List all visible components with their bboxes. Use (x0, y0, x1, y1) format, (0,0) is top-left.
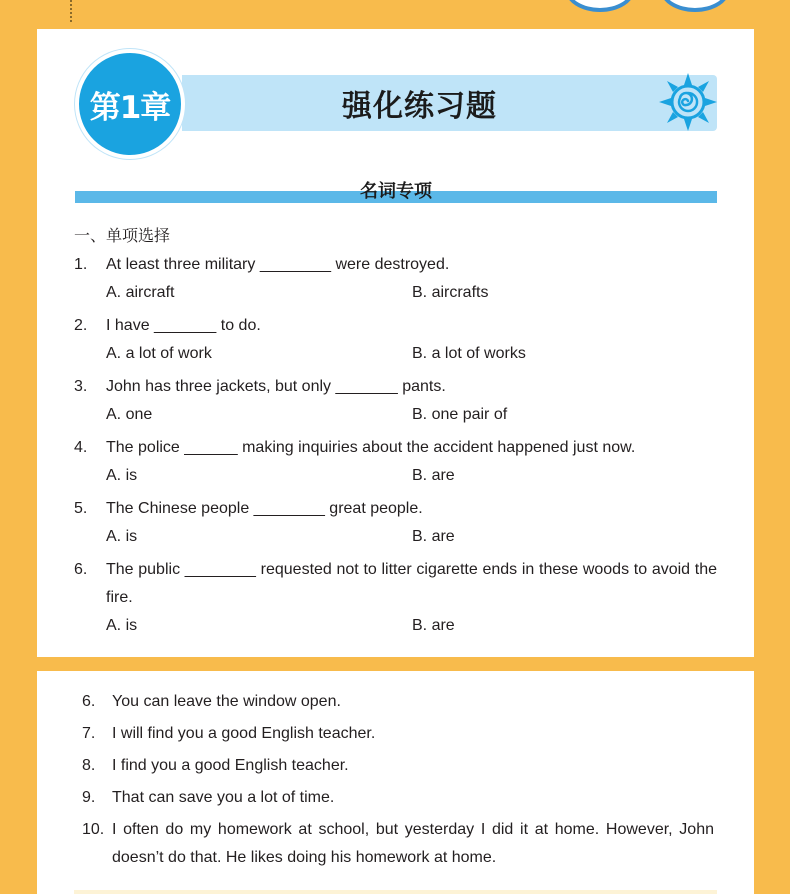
question-list (74, 255, 717, 636)
option-b: B. are (412, 467, 455, 484)
option-a: A. is (106, 528, 138, 545)
question-text: The Chinese people ________ great people. (106, 500, 423, 517)
subheading: 一、单项选择 (74, 226, 171, 245)
answer-page-card (37, 671, 754, 894)
sentence-list (82, 688, 714, 872)
option-a: A. aircraft (106, 284, 175, 301)
question-item (74, 438, 717, 486)
chapter-badge: 第1章 (75, 49, 185, 159)
item-text: You can leave the window open. (112, 693, 341, 710)
option-a: A. is (106, 467, 138, 484)
question-number: 4. (74, 439, 88, 456)
option-a: A. is (106, 617, 138, 634)
question-text: The public ________ requested not to litter cigarette ends in these woods to avoid the fire. (106, 561, 717, 606)
option-a: A. a lot of work (106, 345, 212, 362)
item-text: I find you a good English teacher. (112, 757, 349, 774)
list-item (82, 816, 714, 872)
exercise-page-card (37, 29, 754, 657)
option-b: B. are (412, 528, 455, 545)
item-number: 8. (82, 757, 96, 774)
list-item (82, 784, 714, 812)
item-number: 10. (82, 821, 105, 838)
question-text: At least three military ________ were destroyed. (106, 256, 450, 273)
question-text: John has three jackets, but only _______ pants. (106, 378, 446, 395)
item-number: 7. (82, 725, 96, 742)
question-text: The police ______ making inquiries about the accident happened just now. (106, 439, 636, 456)
decorative-circle (565, 0, 635, 12)
list-item (82, 688, 714, 716)
list-item (82, 752, 714, 780)
item-text: That can save you a lot of time. (112, 789, 335, 806)
option-a: A. one (106, 406, 153, 423)
sun-icon (657, 71, 719, 133)
question-number: 3. (74, 378, 88, 395)
question-item (74, 377, 717, 425)
decorative-circle (660, 0, 730, 12)
option-b: B. aircrafts (412, 284, 489, 301)
item-text: I often do my homework at school, but yesterday I did it at home. However, John doesn’t do that. He likes doing his homework at home. (112, 821, 714, 866)
question-item (74, 499, 717, 547)
question-number: 6. (74, 561, 88, 578)
option-b: B. are (412, 617, 455, 634)
dotted-divider (70, 0, 72, 22)
page-title: 强化练习题 (342, 89, 497, 124)
question-number: 5. (74, 500, 88, 517)
item-number: 9. (82, 789, 96, 806)
next-section-strip (74, 890, 717, 894)
item-number: 6. (82, 693, 96, 710)
item-text: I will find you a good English teacher. (112, 725, 376, 742)
question-item (74, 560, 717, 636)
option-b: B. a lot of works (412, 345, 526, 362)
question-text: I have _______ to do. (106, 317, 261, 334)
question-item (74, 255, 717, 303)
option-b: B. one pair of (412, 406, 508, 423)
question-number: 2. (74, 317, 88, 334)
question-item (74, 316, 717, 364)
question-number: 1. (74, 256, 88, 273)
list-item (82, 720, 714, 748)
section-title: 名词专项 (360, 181, 432, 202)
